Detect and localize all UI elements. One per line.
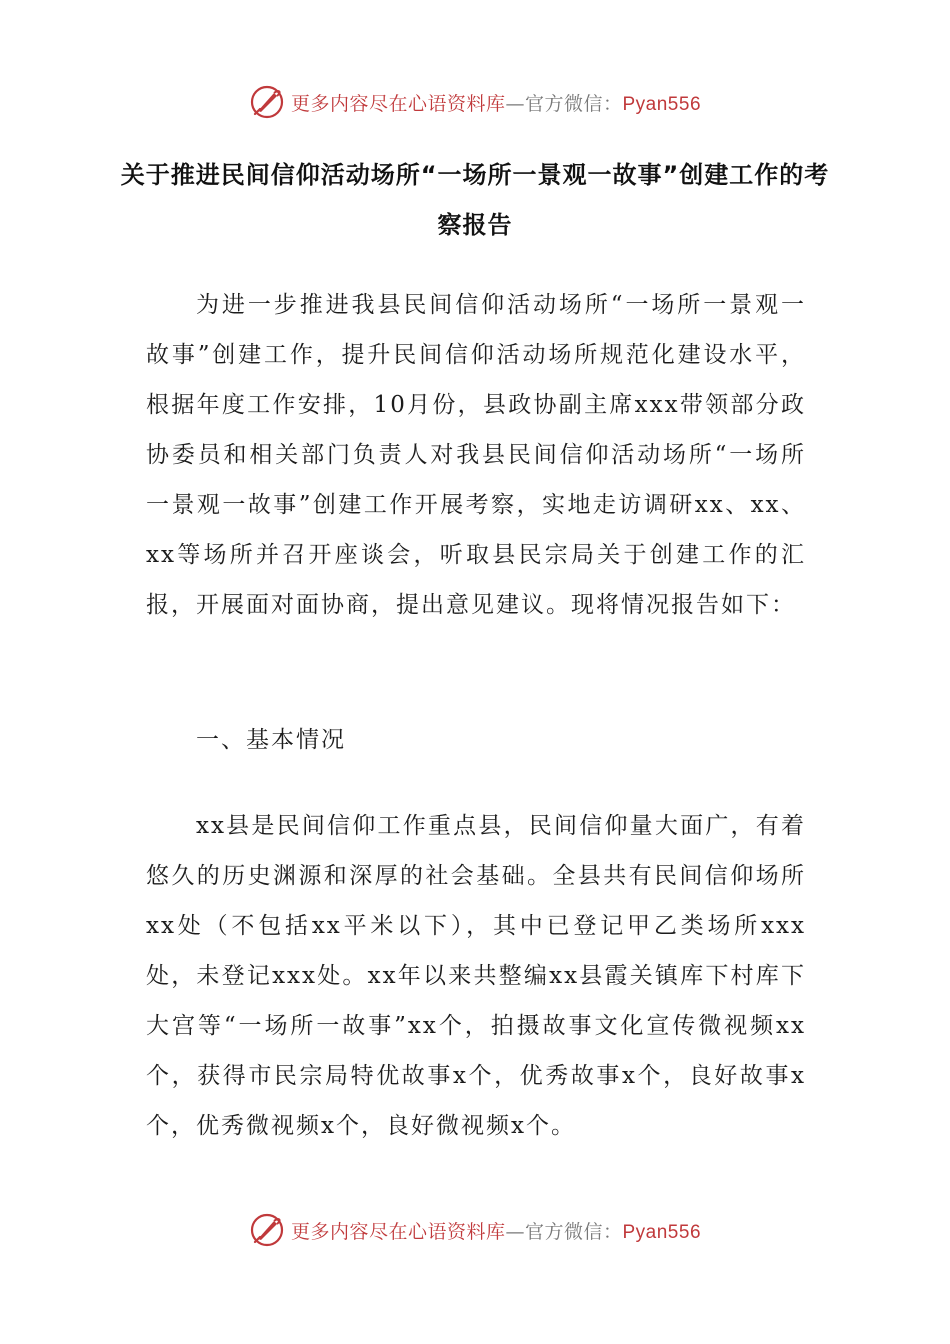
watermark-contact-label: 官方微信： [524,92,623,115]
watermark-handle: Pyan556 [622,93,702,115]
quill-logo-icon [249,1212,285,1248]
paragraph-basic-situation: xx县是民间信仰工作重点县，民间信仰量大面广，有着悠久的历史渊源和深厚的社会基础。全县共有民间信仰场所xx处（不包括xx平米以下），其中已登记甲乙类场所xxx处，未登记xxx处。xx年以来共整编xx县霞关镇库下村库下大宫等“一场所一故事”xx个，拍摄故事文化宣传微视频xx个，获得市民宗局特优故事x个，优秀故事x个，良好故事x个，优秀微视频x个，良好微视频x个。 [146,813,806,1139]
watermark-contact-label: 官方微信： [524,1220,623,1243]
quill-logo-icon [249,84,285,120]
document-title: 关于推进民间信仰活动场所“一场所一景观一故事”创建工作的考察报告 [120,161,830,239]
section-heading-basic: 一、基本情况 [196,727,346,753]
watermark-header [0,82,950,122]
watermark-separator: — [505,92,525,115]
paragraph-intro: 为进一步推进我县民间信仰活动场所“一场所一景观一故事”创建工作，提升民间信仰活动场所规范化建设水平，根据年度工作安排，10月份，县政协副主席xxx带领部分政协委员和相关部门负责人对我县民间信仰活动场所“一场所一景观一故事”创建工作开展考察，实地走访调研xx、xx、xx等场所并召开座谈会，听取县民宗局关于创建工作的汇报，开展面对面协商，提出意见建议。现将情况报告如下： [146,292,806,618]
watermark-brand: 更多内容尽在心语资料库 [290,1220,506,1243]
watermark-text [291,89,701,116]
watermark-text [291,1217,701,1244]
watermark-footer [0,1210,950,1250]
watermark-brand: 更多内容尽在心语资料库 [290,92,506,115]
watermark-handle: Pyan556 [622,1221,702,1243]
watermark-separator: — [505,1220,525,1243]
